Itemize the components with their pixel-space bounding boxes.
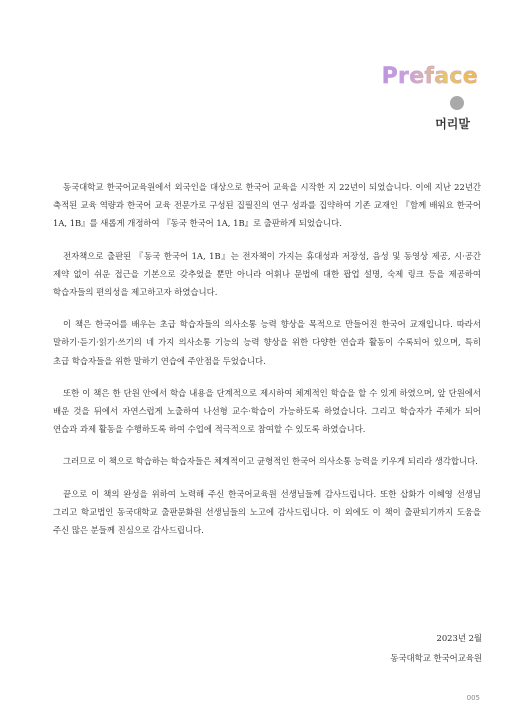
paragraph-3: 이 책은 한국어를 배우는 초급 학습자들의 의사소통 능력 향상을 목적으로 만들어진 한국어 교재입니다. 따라서 말하기·듣기·읽기·쓰기의 네 가지 의사소통 기능의 능력 향상을 위한 다양한 연습과 활동이 수록되어 있으며, 특히 초급 학습자들을 위한 말하기 연습에 주안점을 두었습니다.	[53, 319, 481, 366]
paragraph-4: 또한 이 책은 한 단원 안에서 학습 내용을 단계적으로 제시하여 체계적인 학습을 할 수 있게 하였으며, 앞 단원에서 배운 것을 뒤에서 자연스럽게 노출하여 나선형 교수·학습이 가능하도록 하였습니다. 그리고 학습자가 주체가 되어 연습과 과제 활동을 수행하도록 하여 수업에 적극적으로 참여할 수 있도록 하였습니다.	[53, 387, 481, 435]
signature-block	[390, 628, 482, 668]
paragraph-2: 전자책으로 출판된 『동국 한국어 1A, 1B』는 전자책이 가지는 휴대성과 저장성, 음성 및 동영상 제공, 시·공간 제약 없이 쉬운 접근을 기본으로 갖추었을 뿐만 아니라 어휘나 문법에 대한 팝업 설명, 숙제 링크 등을 제공하여 학습자들의 편의성을 제고하고자 하였습니다.	[53, 250, 481, 298]
paragraph-1: 동국대학교 한국어교육원에서 외국인을 대상으로 한국어 교육을 시작한 지 22년이 되었습니다. 이에 지난 22년간 축적된 교육 역량과 한국어 교육 전문가로 구성된 집필진의 연구 성과를 집약하여 기존 교재인 『함께 배워요 한국어 1A, 1B』를 새롭게 개정하여 『동국 한국어 1A, 1B』로 출판하게 되었습니다.	[53, 182, 481, 229]
preface-title: Preface	[368, 64, 478, 90]
preface-body	[53, 178, 481, 553]
signature-date: 2023년 2월	[436, 633, 482, 643]
preface-header	[368, 64, 478, 132]
preface-subtitle: 머리말	[435, 117, 470, 131]
page-number: 005	[466, 694, 480, 702]
paragraph-6: 끝으로 이 책의 완성을 위하여 노력해 주신 한국어교육원 선생님들께 감사드립니다. 또한 삽화가 이혜영 선생님 그리고 학교법인 동국대학교 출판문화원 선생님들의 노고에 감사드립니다. 이 외에도 이 책이 출판되기까지 도움을 주신 많은 분들께 진심으로 감사드립니다.	[53, 488, 481, 536]
bullet-dot-icon	[450, 96, 464, 110]
signature-org: 동국대학교 한국어교육원	[390, 653, 482, 663]
paragraph-5: 그러므로 이 책으로 학습하는 학습자들은 체계적이고 균형적인 한국어 의사소통 능력을 키우게 되리라 생각합니다.	[63, 456, 478, 467]
